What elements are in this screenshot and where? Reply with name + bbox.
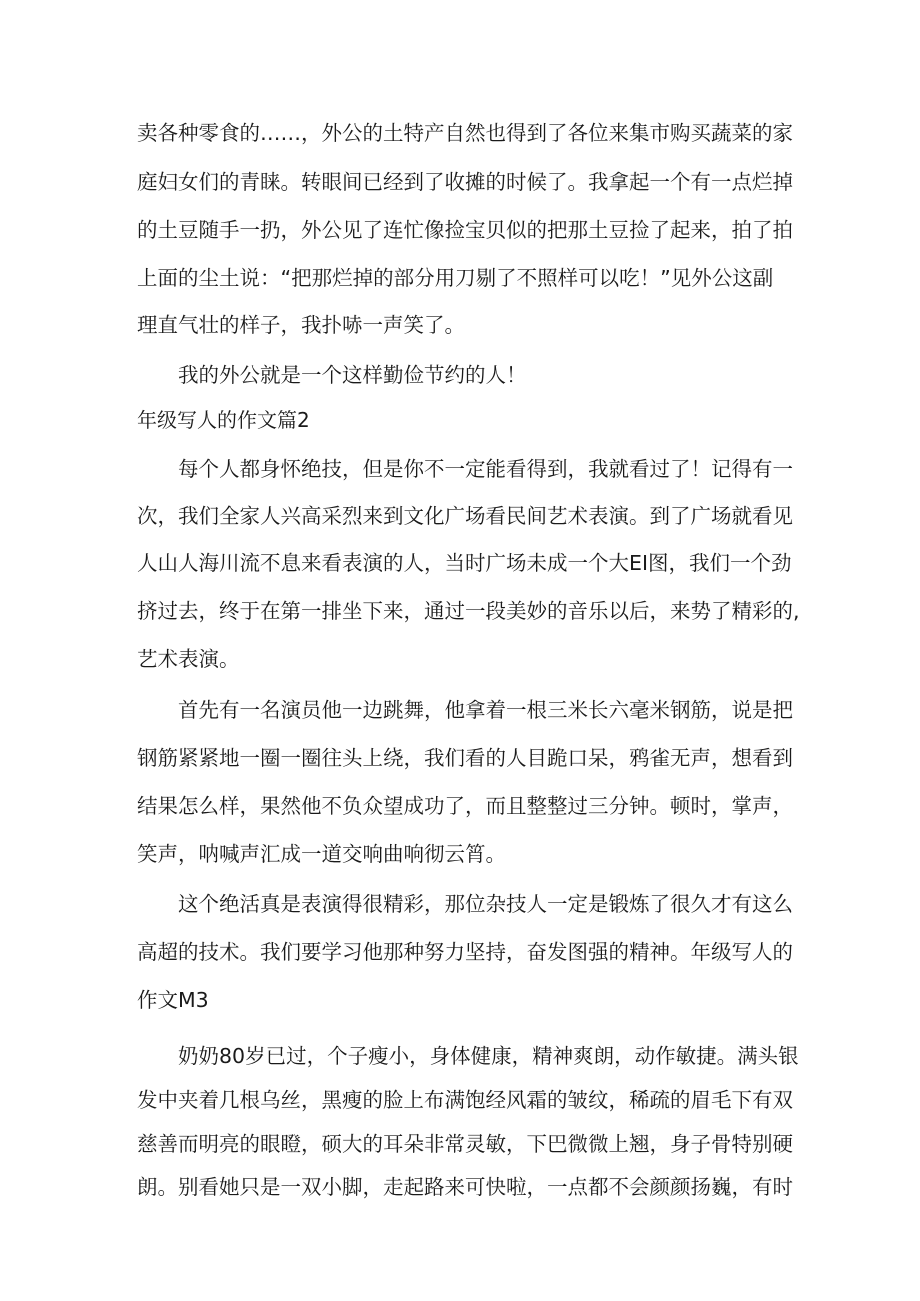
section-heading: 年级写人的作文篇2 xyxy=(137,408,310,432)
paragraph-4-line-2: 钢筋紧紧地一圈一圈往头上绕，我们看的人目跪口呆，鸦雀无声，想看到 xyxy=(137,746,793,770)
paragraph-2-line-1: 我的外公就是一个这样勤俭节约的人！ xyxy=(178,363,527,387)
paragraph-5-line-1: 这个绝活真是表演得很精彩，那位杂技人一定是锻炼了很久才有这么 xyxy=(178,892,793,916)
paragraph-4-line-4: 笑声，呐喊声汇成一道交响曲响彻云筲。 xyxy=(137,842,506,866)
paragraph-3-line-4: 挤过去，终于在第一排坐下来，通过一段美妙的音乐以后，来势了精彩的, xyxy=(137,599,800,623)
paragraph-1-line-3: 的土豆随手一扔，外公见了连忙像捡宝贝似的把那土豆捡了起来，拍了拍 xyxy=(137,218,793,242)
paragraph-3-line-3: 人山人海川流不息来看表演的人，当时广场未成一个大EI图，我们一个劲 xyxy=(137,551,792,575)
paragraph-1-line-4: 上面的尘土说：“把那烂掉的部分用刀剔了不照样可以吃！”见外公这副 xyxy=(137,266,774,290)
paragraph-1-line-2: 庭妇女们的青睐。转眼间已经到了收摊的时候了。我拿起一个有一点烂掉 xyxy=(137,170,793,194)
paragraph-3-line-2: 次，我们全家人兴高采烈来到文化广场看民间艺术表演。到了广场就看见 xyxy=(137,504,793,528)
paragraph-5-line-2: 高超的技术。我们要学习他那种努力坚持，奋发图强的精神。年级写人的 xyxy=(137,940,793,964)
paragraph-4-line-3: 结果怎么样，果然他不负众望成功了，而且整整过三分钟。顿时，掌声， xyxy=(137,794,793,818)
paragraph-6-line-3: 慈善而明亮的眼瞪，硕大的耳朵非常灵敏，下巴微微上翘，身子骨特别硬 xyxy=(137,1132,793,1156)
paragraph-3-line-1: 每个人都身怀绝技，但是你不一定能看得到，我就看过了！记得有一 xyxy=(178,457,793,481)
paragraph-4-line-1: 首先有一名演员他一边跳舞，他拿着一根三米长六毫米钢筋，说是把 xyxy=(178,698,793,722)
paragraph-6-line-4: 朗。别看她只是一双小脚，走起路来可快啦，一点都不会颜颜扬巍，有时 xyxy=(137,1175,793,1199)
paragraph-6-line-1: 奶奶80岁已过，个子瘦小，身体健康，精神爽朗，动作敏捷。满头银 xyxy=(178,1044,799,1068)
paragraph-1-line-5: 理直气壮的样子，我扑哧一声笑了。 xyxy=(137,313,465,337)
paragraph-3-line-5: 艺术表演。 xyxy=(137,647,240,671)
paragraph-1-line-1: 卖各种零食的……，外公的土特产自然也得到了各位来集市购买蔬菜的家 xyxy=(137,121,793,145)
paragraph-5-line-3: 作文M3 xyxy=(137,988,209,1012)
paragraph-6-line-2: 发中夹着几根乌丝，黑瘦的脸上布满饱经风霜的皱纹，稀疏的眉毛下有双 xyxy=(137,1088,793,1112)
